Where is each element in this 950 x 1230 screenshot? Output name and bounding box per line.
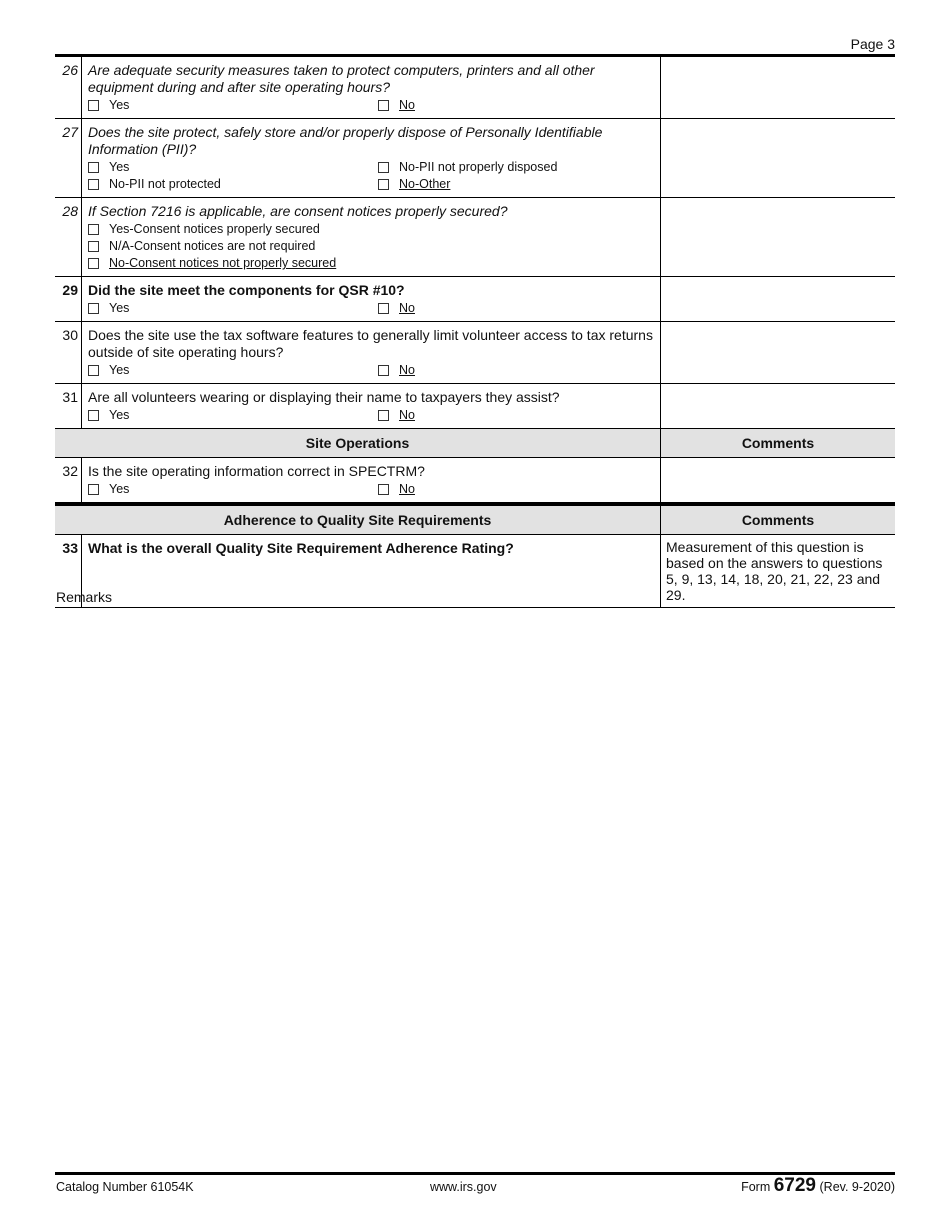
question-row-32 [55, 458, 895, 505]
checkbox[interactable] [378, 484, 389, 495]
checkbox[interactable] [88, 303, 99, 314]
checkbox[interactable] [88, 241, 99, 252]
question-number: 30 [55, 322, 82, 384]
section-title: Site Operations [55, 429, 661, 458]
page-number: Page 3 [850, 36, 895, 52]
website-link[interactable]: www.irs.gov [430, 1180, 497, 1194]
checkbox[interactable] [88, 100, 99, 111]
option-label: No-Consent notices not properly secured [109, 256, 337, 270]
form-revision: (Rev. 9-2020) [819, 1180, 895, 1194]
option-label: Yes [109, 98, 130, 112]
question-text: What is the overall Quality Site Requirement Adherence Rating? [88, 540, 514, 556]
question-row-29 [55, 277, 895, 322]
question-number: 28 [55, 198, 82, 277]
question-number: 29 [55, 277, 82, 322]
checkbox[interactable] [378, 100, 389, 111]
checkbox[interactable] [88, 484, 99, 495]
option-label: No [399, 408, 415, 422]
comment-cell[interactable] [661, 56, 896, 119]
question-text: Did the site meet the components for QSR #10? [88, 282, 405, 298]
checkbox[interactable] [88, 224, 99, 235]
comment-cell[interactable] [661, 322, 896, 384]
checkbox[interactable] [378, 410, 389, 421]
question-number: 27 [55, 119, 82, 198]
option-label: No-PII not protected [109, 177, 221, 191]
form-number: 6729 [773, 1175, 817, 1196]
option-label: N/A-Consent notices are not required [109, 239, 316, 253]
option-label: No [399, 301, 415, 315]
question-row-27 [55, 119, 895, 198]
option-label: No [399, 363, 415, 377]
checkbox[interactable] [88, 365, 99, 376]
question-text: If Section 7216 is applicable, are consent notices properly secured? [88, 203, 508, 219]
question-number: 26 [55, 56, 82, 119]
question-row-28 [55, 198, 895, 277]
question-number: 31 [55, 384, 82, 429]
checkbox[interactable] [88, 179, 99, 190]
comment-cell[interactable] [661, 119, 896, 198]
comment-note: Measurement of this question is based on the answers to questions 5, 9, 13, 14, 18, 20, 21, 22, 23 and 29. [666, 539, 883, 603]
section-header-adherence [55, 504, 895, 535]
question-row-31 [55, 384, 895, 429]
checkbox[interactable] [378, 303, 389, 314]
question-row-33 [55, 535, 895, 608]
comment-cell[interactable] [661, 458, 896, 505]
form-identifier [741, 1175, 895, 1197]
option-label: Yes [109, 301, 130, 315]
checkbox[interactable] [378, 365, 389, 376]
option-label: Yes [109, 363, 130, 377]
question-row-30 [55, 322, 895, 384]
catalog-number: Catalog Number 61054K [56, 1180, 194, 1194]
question-text: Are all volunteers wearing or displaying their name to taxpayers they assist? [88, 389, 560, 405]
option-label: Yes-Consent notices properly secured [109, 222, 320, 236]
form-prefix: Form [741, 1180, 771, 1194]
question-text: Does the site use the tax software features to generally limit volunteer access to tax returns outside of site operating hours? [88, 327, 653, 360]
option-label: No [399, 98, 415, 112]
comment-cell[interactable] [661, 198, 896, 277]
question-row-26 [55, 56, 895, 119]
option-label: Yes [109, 408, 130, 422]
comments-header: Comments [661, 429, 896, 458]
comment-cell[interactable] [661, 384, 896, 429]
question-number: 32 [55, 458, 82, 505]
option-label: No-Other [399, 177, 451, 191]
checkbox[interactable] [378, 179, 389, 190]
question-text: Is the site operating information correct in SPECTRM? [88, 463, 425, 479]
remarks-label: Remarks [56, 589, 113, 605]
checkbox[interactable] [88, 410, 99, 421]
question-number: 33 [55, 535, 82, 608]
section-title: Adherence to Quality Site Requirements [55, 504, 661, 535]
questionnaire-table [55, 54, 895, 608]
comments-header: Comments [661, 504, 896, 535]
question-text: Does the site protect, safely store and/or properly dispose of Personally Identifiable Information (PII)? [88, 124, 603, 157]
option-label: No [399, 482, 415, 496]
option-label: Yes [109, 482, 130, 496]
checkbox[interactable] [378, 162, 389, 173]
option-label: No-PII not properly disposed [399, 160, 558, 174]
comment-cell[interactable] [661, 277, 896, 322]
checkbox[interactable] [88, 258, 99, 269]
option-label: Yes [109, 160, 130, 174]
section-header-site-operations [55, 429, 895, 458]
checkbox[interactable] [88, 162, 99, 173]
question-text: Are adequate security measures taken to protect computers, printers and all other equipment during and after site operating hours? [88, 62, 595, 95]
